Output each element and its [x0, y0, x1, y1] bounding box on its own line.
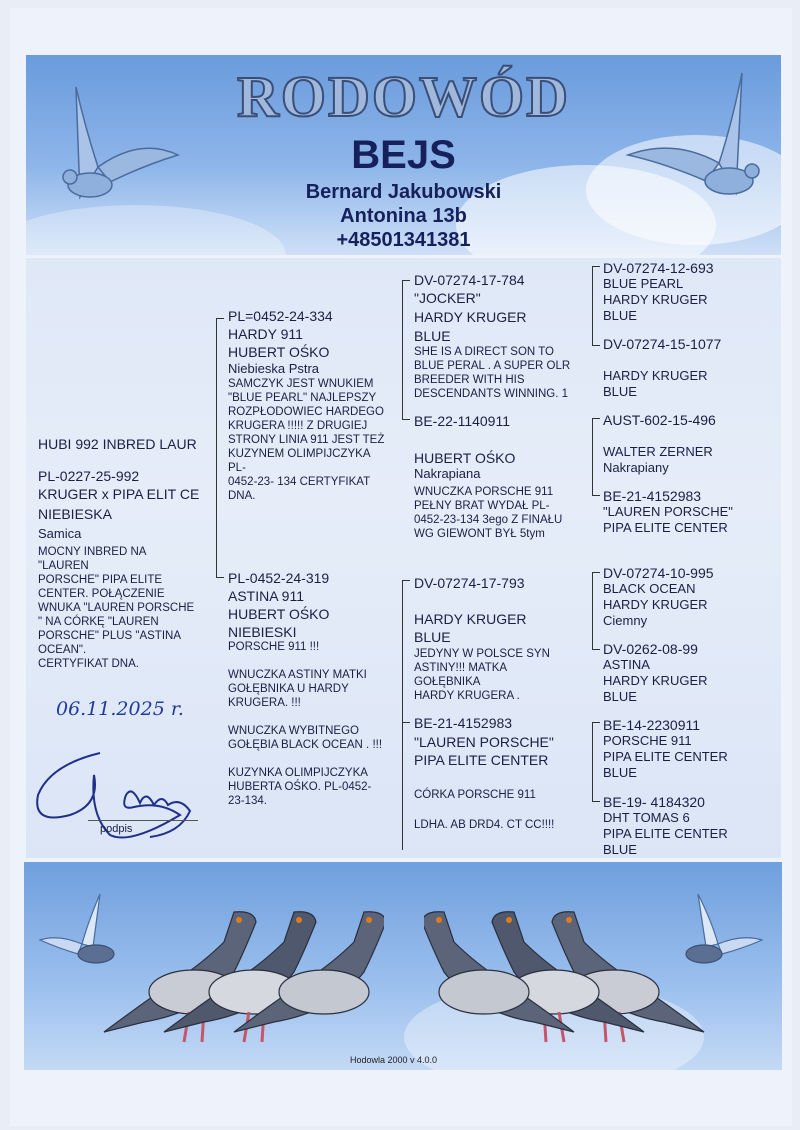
gen4-line: PIPA ELITE CENTER [603, 749, 728, 764]
fm-ring: BE-22-1140911 [414, 413, 510, 429]
fm-note: WNUCZKA PORSCHE 911 [414, 486, 554, 498]
mm-note: LDHA. AB DRD4. CT CC!!!! [414, 819, 555, 831]
ff-note: BREEDER WITH HIS [414, 374, 525, 386]
mf-color: BLUE [414, 629, 451, 645]
gen4-ring: DV-0262-08-99 [603, 641, 698, 657]
gen4-line: BLUE [603, 689, 637, 704]
owner-address: Antonina 13b [340, 205, 467, 227]
ff-breeder: HARDY KRUGER [414, 309, 527, 325]
father-color: Niebieska Pstra [228, 361, 320, 376]
gen4-ring: DV-07274-15-1077 [603, 336, 722, 352]
gen4-line: HARDY KRUGER [603, 597, 708, 612]
mm-ring: BE-21-4152983 [414, 715, 513, 731]
gen4-line: BLUE [603, 765, 637, 780]
fm-note: WG GIEWONT BYŁ 5tym [414, 528, 545, 540]
father-note: PL- [228, 462, 246, 474]
mother-ring: PL-0452-24-319 [228, 570, 330, 586]
gen4-line: PIPA ELITE CENTER [603, 826, 728, 841]
gen4-ring: DV-07274-12-693 [603, 260, 714, 276]
gen4-ring: BE-21-4152983 [603, 488, 702, 504]
father-note: "BLUE PEARL" NAJLEPSZY [228, 392, 377, 404]
gen4-line: BLUE [603, 842, 637, 857]
fm-breeder: HUBERT OŚKO [414, 450, 516, 466]
owner-name: Bernard Jakubowski [305, 181, 502, 203]
mf-note: ASTINY!!! MATKA [414, 662, 508, 674]
mother-note: KRUGERA. !!! [228, 697, 301, 709]
mf-note: GOŁĘBNIKA [414, 676, 481, 688]
ff-note: SHE IS A DIRECT SON TO [414, 346, 554, 358]
fm-color: Nakrapiana [414, 466, 481, 481]
gen4-line: BLUE [603, 308, 637, 323]
subject-note: MOCNY INBRED NA [38, 546, 147, 558]
gen4-line: ASTINA [603, 657, 650, 672]
gen4-line: BLACK OCEAN [603, 581, 696, 596]
ff-note: DESCENDANTS WINNING. 1 [414, 388, 568, 400]
mf-note: HARDY KRUGERA . [414, 690, 520, 702]
mother-breeder: HUBERT OŚKO [228, 606, 330, 622]
signature-line [88, 820, 198, 821]
mother-note: PORSCHE 911 !!! [228, 641, 320, 653]
subject-ring: PL-0227-25-992 [38, 468, 140, 484]
father-breeder: HUBERT OŚKO [228, 344, 330, 360]
father-note: KUZYNEM OLIMPIJCZYKA [228, 448, 371, 460]
subject-lineage: KRUGER x PIPA ELIT CE [38, 486, 200, 502]
subject-note: " NA CÓRKĘ "LAUREN [38, 616, 159, 628]
mother-name: ASTINA 911 [228, 588, 305, 604]
mm-note: CÓRKA PORSCHE 911 [414, 789, 536, 801]
subject-note: CERTYFIKAT DNA. [38, 658, 139, 670]
gen4-ring: AUST-602-15-496 [603, 412, 716, 428]
mf-note: JEDYNY W POLSCE SYN [414, 648, 550, 660]
father-note: KRUGERA !!!!! Z DRUGIEJ [228, 420, 368, 432]
subject-note: WNUKA "LAUREN PORSCHE [38, 602, 195, 614]
mother-note: WNUCZKA ASTINY MATKI [228, 669, 367, 681]
mf-breeder: HARDY KRUGER [414, 611, 527, 627]
gen4-line: HARDY KRUGER [603, 368, 708, 383]
loft-name: BEJS [351, 133, 456, 177]
gen4-ring: DV-07274-10-995 [603, 565, 714, 581]
gen4-line: Nakrapiany [603, 460, 669, 475]
ff-name: "JOCKER" [414, 290, 481, 306]
pigeons-right-group-icon [424, 892, 724, 1062]
father-name: HARDY 911 [228, 326, 303, 342]
subject-note: PORSCHE" PLUS "ASTINA [38, 630, 182, 642]
signature [30, 745, 210, 855]
mother-note: WNUCZKA WYBITNEGO [228, 725, 359, 737]
subject-color: NIEBIESKA [38, 506, 112, 522]
gen4-ring: BE-19- 4184320 [603, 794, 705, 810]
handwritten-date: 06.11.2025 r. [56, 698, 184, 720]
father-note: DNA. [228, 490, 256, 502]
mother-note: GOŁĘBNIKA U HARDY [228, 683, 349, 695]
footer-banner [24, 862, 782, 1070]
fm-note: PEŁNY BRAT WYDAŁ PL- [414, 500, 550, 512]
gen4-line: BLUE [603, 384, 637, 399]
subject-note: PORSCHE" PIPA ELITE [38, 574, 163, 586]
father-ring: PL=0452-24-334 [228, 308, 333, 324]
mother-note: GOŁĘBIA BLACK OCEAN . !!! [228, 739, 383, 751]
ff-note: BLUE PERAL . A SUPER OLR [414, 360, 571, 372]
pigeons-left-group-icon [84, 892, 384, 1062]
mother-note: HUBERTA OŚKO. PL-0452- [228, 781, 372, 793]
gen4-line: DHT TOMAS 6 [603, 810, 690, 825]
mother-note: 23-134. [228, 795, 268, 807]
gen4-line: HARDY KRUGER [603, 292, 708, 307]
bracket-mother [402, 580, 403, 850]
father-note: STRONY LINIA 911 JEST TEŻ [228, 434, 385, 446]
bracket-gen1 [216, 318, 217, 578]
owner-phone: +48501341381 [336, 229, 471, 251]
gen4-line: Ciemny [603, 613, 648, 628]
mm-breeder: PIPA ELITE CENTER [414, 752, 549, 768]
gen4-line: PIPA ELITE CENTER [603, 520, 728, 535]
gen4-ring: BE-14-2230911 [603, 717, 701, 733]
gen4-line: BLUE PEARL [603, 276, 684, 291]
ff-color: BLUE [414, 328, 451, 344]
father-note: 0452-23- 134 CERTYFIKAT [228, 476, 371, 488]
subject-name: HUBI 992 INBRED LAUR [38, 436, 197, 452]
mother-note: KUZYNKA OLIMPIJCZYKA [228, 767, 368, 779]
bracket-father [402, 280, 403, 420]
fm-note: 0452-23-134 3ego Z FINAŁU [414, 514, 563, 526]
subject-note: CENTER. POŁĄCZENIE [38, 588, 165, 600]
gen4-line: WALTER ZERNER [603, 444, 713, 459]
document-title: RODOWÓD [237, 64, 570, 129]
subject-sex: Samica [38, 526, 82, 541]
father-note: ROZPŁODOWIEC HARDEGO [228, 406, 384, 418]
mm-name: "LAUREN PORSCHE" [414, 734, 554, 750]
software-credit: Hodowla 2000 v 4.0.0 [350, 1055, 438, 1065]
father-note: SAMCZYK JEST WNUKIEM [228, 378, 374, 390]
ff-ring: DV-07274-17-784 [414, 272, 525, 288]
gen4-line: HARDY KRUGER [603, 673, 708, 688]
gen4-line: PORSCHE 911 [603, 733, 692, 748]
mother-color: NIEBIESKI [228, 624, 297, 640]
subject-note: OCEAN". [38, 644, 87, 656]
subject-note: "LAUREN [38, 560, 89, 572]
mf-ring: DV-07274-17-793 [414, 575, 525, 591]
signature-label: podpis [100, 823, 133, 835]
header-banner [26, 55, 781, 255]
gen4-line: "LAUREN PORSCHE" [603, 504, 733, 519]
